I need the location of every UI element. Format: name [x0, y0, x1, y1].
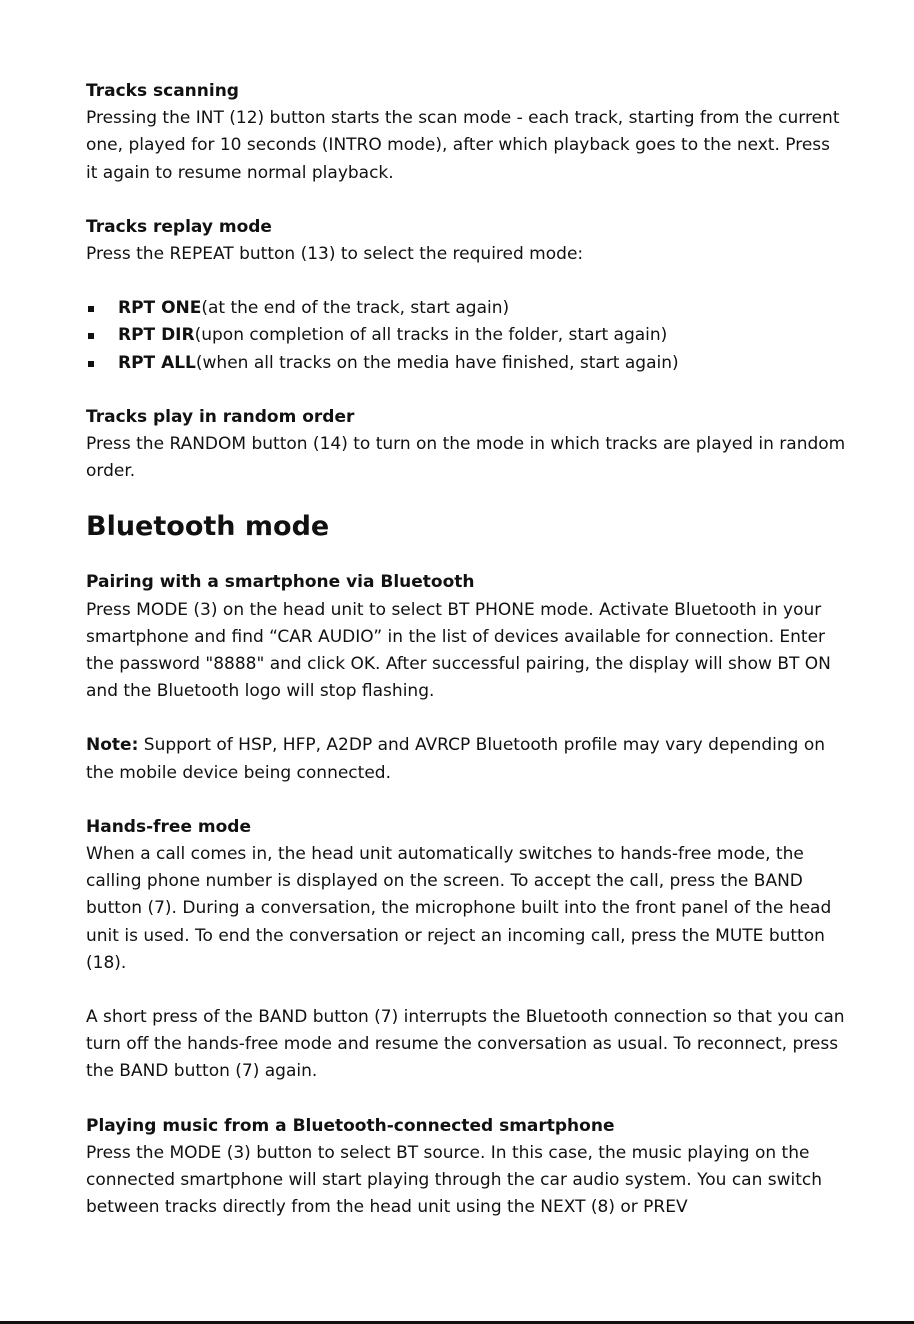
tracks-replay-heading: Tracks replay mode [86, 216, 272, 237]
square-bullet-icon [88, 333, 94, 339]
note-label: Note: [86, 735, 139, 756]
bluetooth-mode-heading: Bluetooth mode [86, 511, 330, 543]
spacer [86, 1086, 846, 1113]
spacer [86, 187, 846, 214]
random-order-text: Press the RANDOM button (14) to turn on the mode in which tracks are played in random order. [86, 434, 846, 482]
spacer [86, 268, 846, 295]
mode-description: (when all tracks on the media have finished, start again) [195, 352, 679, 373]
hands-free-text-2: A short press of the BAND button (7) interrupts the Bluetooth connection so that you can turn off the hands-free mode and resume the conversation as usual. To reconnect, press the BAND button (7) again. [86, 1007, 845, 1082]
hands-free-heading: Hands-free mode [86, 816, 251, 837]
mode-description: (upon completion of all tracks in the folder, start again) [194, 325, 668, 346]
hands-free-text: When a call comes in, the head unit automatically switches to hands-free mode, the calling phone number is displayed on the screen. To accept the call, press the BAND button (7). During a conversation, the microphone built into the front panel of the head unit is used. To end the conversation or reject an incoming call, press the MUTE button (18). [86, 844, 832, 973]
pairing-text: Press MODE (3) on the head unit to select BT PHONE mode. Activate Bluetooth in your smartphone and find “CAR AUDIO” in the list of devices available for connection. Enter the password "8888" and click OK. After successful pairing, the display will show BT ON and the Bluetooth logo will stop flashing. [86, 599, 831, 702]
manual-page [86, 78, 846, 1222]
mode-label: RPT ONE [118, 298, 202, 319]
list-item [86, 295, 846, 322]
list-item [86, 322, 846, 349]
spacer [86, 377, 846, 404]
random-order-heading: Tracks play in random order [86, 406, 355, 427]
spacer [86, 977, 846, 1004]
spacer [86, 705, 846, 732]
tracks-scanning-heading: Tracks scanning [86, 81, 239, 101]
spacer [86, 485, 846, 507]
pairing-heading: Pairing with a smartphone via Bluetooth [86, 572, 475, 593]
mode-label: RPT ALL [118, 352, 196, 373]
note-paragraph [86, 732, 846, 786]
tracks-scanning-text: Pressing the INT (12) button starts the scan mode - each track, starting from the current one, played for 10 seconds (INTRO mode), after which playback goes to the next. Press it again to resume normal playback. [86, 108, 840, 183]
bluetooth-music-text: Press the MODE (3) button to select BT source. In this case, the music playing on the connected smartphone will start playing through the car audio system. You can switch between tracks directly from the head unit using the NEXT (8) or PREV [86, 1142, 823, 1218]
repeat-mode-list [86, 295, 846, 377]
list-item [86, 350, 846, 377]
square-bullet-icon [88, 306, 94, 312]
bluetooth-music-heading: Playing music from a Bluetooth-connected smartphone [86, 1115, 615, 1136]
square-bullet-icon [88, 361, 94, 367]
mode-label: RPT DIR [118, 325, 195, 346]
mode-description: (at the end of the track, start again) [201, 298, 510, 319]
spacer [86, 547, 846, 569]
tracks-replay-text: Press the REPEAT button (13) to select the required mode: [86, 244, 584, 265]
note-text: Support of HSP, HFP, A2DP and AVRCP Bluetooth profile may vary depending on the mobile device being connected. [86, 735, 826, 783]
spacer [86, 787, 846, 814]
